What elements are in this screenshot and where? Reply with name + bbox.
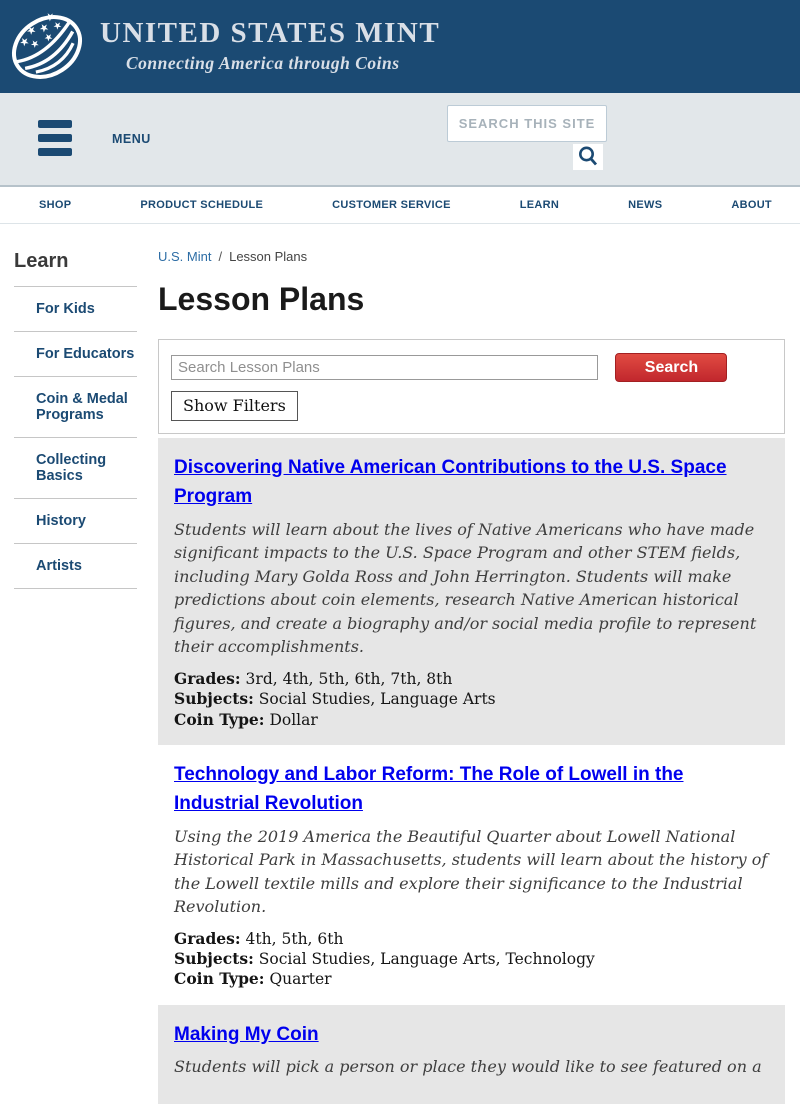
site-name: UNITED STATES MINT bbox=[100, 17, 441, 49]
sidebar-item-coin-medal-programs[interactable]: Coin & Medal Programs bbox=[14, 376, 137, 437]
page-title: Lesson Plans bbox=[158, 281, 365, 317]
svg-text:★: ★ bbox=[51, 19, 65, 34]
breadcrumb bbox=[158, 249, 785, 264]
lesson-card bbox=[158, 1005, 785, 1104]
lesson-description: Using the 2019 America the Beautiful Quarter about Lowell National Historical Park in Massachusetts, students will learn about the history of the Lowell textile mills and explore their significance to the Industrial Revolution. bbox=[174, 826, 768, 917]
search-icon bbox=[577, 145, 599, 168]
nav-item-shop[interactable]: SHOP bbox=[39, 199, 72, 211]
lesson-title-link[interactable]: Discovering Native American Contributions to the U.S. Space Program bbox=[174, 457, 727, 508]
site-tagline: Connecting America through Coins bbox=[126, 53, 400, 73]
lesson-card bbox=[158, 745, 785, 1005]
lesson-card bbox=[158, 438, 785, 745]
show-filters-button[interactable]: Show Filters bbox=[171, 391, 298, 421]
hamburger-icon bbox=[38, 148, 72, 156]
lesson-title-link[interactable]: Making My Coin bbox=[174, 1023, 319, 1045]
site-search-input[interactable] bbox=[447, 105, 607, 142]
svg-text:★: ★ bbox=[28, 37, 42, 52]
sidebar-item-for-kids[interactable]: For Kids bbox=[14, 286, 137, 331]
lesson-grades: Grades: 3rd, 4th, 5th, 6th, 7th, 8th bbox=[174, 668, 453, 688]
nav-item-news[interactable]: NEWS bbox=[628, 199, 663, 211]
site-search-button[interactable] bbox=[573, 144, 603, 170]
menu-button[interactable] bbox=[38, 119, 72, 157]
breadcrumb-home-link[interactable]: U.S. Mint bbox=[158, 249, 212, 264]
sidebar-item-artists[interactable]: Artists bbox=[14, 543, 137, 589]
lesson-meta bbox=[174, 929, 769, 990]
nav-item-learn[interactable]: LEARN bbox=[519, 199, 560, 211]
lesson-description: Students will pick a person or place they would like to see featured on a bbox=[174, 1057, 762, 1077]
lesson-results-list bbox=[158, 438, 785, 1104]
site-header bbox=[0, 0, 800, 93]
search-button[interactable]: Search bbox=[615, 353, 727, 382]
lesson-title-link[interactable]: Technology and Labor Reform: The Role of Lowell in the Industrial Revolution bbox=[174, 763, 684, 815]
nav-item-customer-service[interactable]: CUSTOMER SERVICE bbox=[332, 199, 451, 211]
sidebar-list bbox=[14, 286, 137, 589]
sidebar-item-for-educators[interactable]: For Educators bbox=[14, 331, 137, 376]
svg-text:★: ★ bbox=[36, 20, 52, 37]
lesson-coin-type: Coin Type: Dollar bbox=[174, 709, 318, 729]
hamburger-icon bbox=[38, 134, 72, 142]
lesson-meta bbox=[174, 669, 769, 730]
sidebar-item-collecting-basics[interactable]: Collecting Basics bbox=[14, 437, 137, 498]
lesson-subjects: Subjects: Social Studies, Language Arts bbox=[174, 689, 496, 709]
breadcrumb-separator: / bbox=[218, 249, 223, 264]
menu-bar bbox=[0, 93, 800, 187]
lesson-search-input[interactable] bbox=[171, 355, 598, 380]
us-mint-coin-icon bbox=[9, 7, 85, 87]
svg-text:★: ★ bbox=[42, 9, 58, 26]
svg-text:★: ★ bbox=[42, 30, 56, 46]
main-content bbox=[158, 224, 785, 1104]
lesson-coin-type: Coin Type: Quarter bbox=[174, 969, 332, 989]
svg-text:★: ★ bbox=[24, 23, 40, 39]
lesson-description: Students will learn about the lives of Native Americans who have made significant impacts to the U.S. Space Program and other STEM fields, including Mary Golda Ross and John Herrington. Students will make predictions about coin elements, research Native American historical figures, and create a biography and/or social media profile to represent their accomplishments. bbox=[174, 519, 757, 657]
sidebar-item-history[interactable]: History bbox=[14, 498, 137, 543]
breadcrumb-current: Lesson Plans bbox=[229, 249, 308, 264]
lesson-search-panel bbox=[158, 339, 785, 434]
us-mint-logo[interactable] bbox=[9, 7, 85, 87]
svg-text:★: ★ bbox=[17, 34, 33, 51]
brand-block bbox=[100, 17, 440, 74]
nav-item-product-schedule[interactable]: PRODUCT SCHEDULE bbox=[140, 199, 264, 211]
menu-label[interactable]: MENU bbox=[112, 132, 151, 146]
primary-nav bbox=[0, 187, 800, 224]
sidebar-title: Learn bbox=[14, 250, 69, 272]
sidebar-learn bbox=[14, 250, 137, 589]
lesson-subjects: Subjects: Social Studies, Language Arts, Technology bbox=[174, 949, 595, 969]
page-body bbox=[0, 224, 800, 1104]
hamburger-icon bbox=[38, 120, 72, 128]
nav-item-about[interactable]: ABOUT bbox=[731, 199, 772, 211]
lesson-grades: Grades: 4th, 5th, 6th bbox=[174, 928, 344, 948]
